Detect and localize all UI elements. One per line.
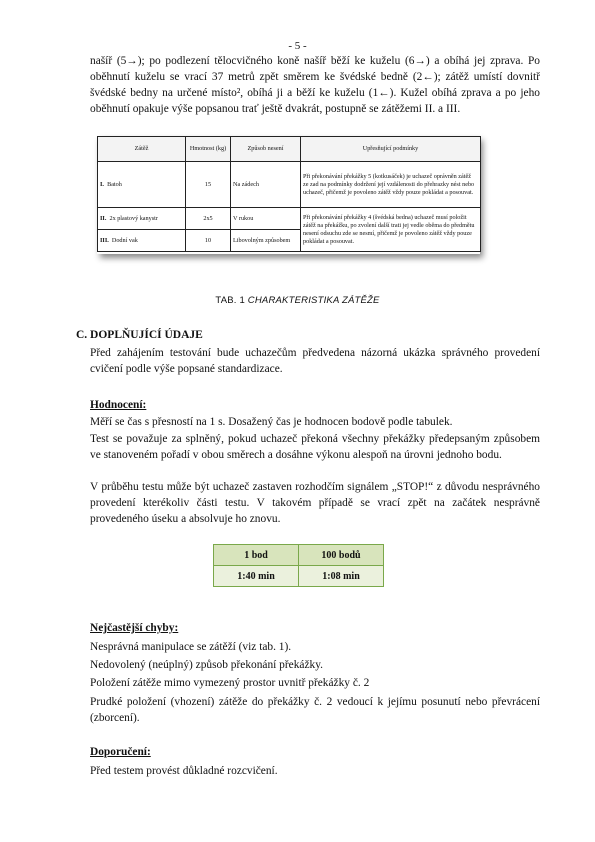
header-method: Způsob nesení — [231, 137, 301, 162]
load-method: V rukou — [231, 208, 301, 230]
intro-paragraph — [90, 53, 540, 117]
load-name: I. Batoh — [98, 162, 186, 208]
hodnoceni-heading: Hodnocení: — [90, 399, 147, 411]
score-value-max: 1:08 min — [299, 566, 384, 587]
chyby-heading: Nejčastější chyby: — [90, 622, 179, 634]
list-item: Prudké položení (vhození) zátěže do překážky č. 2 vedoucí k jejímu posunutí nebo převrácení (zborcení). — [90, 696, 540, 724]
hodnoceni-paragraph-1: Měří se čas s přesností na 1 s. Dosažený čas je hodnocen bodově podle tabulek. — [90, 416, 453, 428]
header-conditions: Upřesňující podmínky — [301, 137, 481, 162]
load-weight: 10 — [186, 230, 231, 252]
header-load: Zátěž — [98, 137, 186, 162]
score-value-row — [214, 566, 384, 587]
list-item: Nedovolený (neúplný) způsob překonání překážky. — [90, 659, 324, 671]
load-method: Na zádech — [231, 162, 301, 208]
hodnoceni-paragraph-3: V průběhu testu může být uchazeč zastaven rozhodčím signálem „STOP!“ z důvodu nesprávného provedení kterékoliv části testu. V takovém případě se vrací zpět na začátek nesprávně provedeného úseku a absolvuje ho znovu. — [90, 481, 540, 525]
load-conditions: Při překonávání překážky 4 (švédská bedna) uchazeč musí položit zátěž na překážku, po zvolení další trati jej vedle oběma do předmětu nesení odsuchu zde se nesmí, přičemž je povoleno zátěž vždy pouze pokládat a posouvat. — [301, 208, 481, 252]
score-header-row — [214, 545, 384, 566]
load-name: III. Dodní vak — [98, 230, 186, 252]
score-header-max: 100 bodů — [299, 545, 384, 566]
list-item: Nesprávná manipulace se zátěží (viz tab. 1). — [90, 641, 292, 653]
load-table — [97, 136, 481, 252]
score-table — [213, 544, 384, 587]
load-weight: 15 — [186, 162, 231, 208]
score-header-min: 1 bod — [214, 545, 299, 566]
intro-text: našíř (5→); po podlezení tělocvičného koně našíř běží ke kuželu (6→) a obíhá jej zprava. Po oběhnutí kuželu se vrací 37 metrů zpět směrem ke švédské bedně (2←); zátěž umístí dovnitř švédské bedny na určené místo², obíhá ji a běží ke kuželu (1←). Kužel obíhá zprava a po jeho oběhnutí opakuje výše popsanou trať ještě dvakrát, postupně se zátěžemi II. a III. — [90, 55, 540, 115]
table-header-row — [98, 137, 481, 162]
load-method: Libovolným způsobem — [231, 230, 301, 252]
section-c-text: Před zahájením testování bude uchazečům předvedena názorná ukázka správného provedení cvičení podle výše popsané standardizace. — [90, 347, 540, 375]
load-weight: 2x5 — [186, 208, 231, 230]
header-weight: Hmotnost (kg) — [186, 137, 231, 162]
table-load-characteristics — [97, 136, 480, 254]
table-caption: TAB. 1 CHARAKTERISTIKA ZÁTĚŽE — [215, 295, 380, 306]
section-c-heading: C. DOPLŇUJÍCÍ ÚDAJE — [76, 329, 203, 341]
table-row — [98, 162, 481, 208]
load-name: II. 2x plastový kanystr — [98, 208, 186, 230]
table-row — [98, 208, 481, 230]
score-value-min: 1:40 min — [214, 566, 299, 587]
doporuceni-text: Před testem provést důkladné rozcvičení. — [90, 765, 278, 777]
doporuceni-heading: Doporučení: — [90, 746, 151, 758]
list-item: Položení zátěže mimo vymezený prostor uvnitř překážky č. 2 — [90, 677, 370, 689]
load-conditions: Při překonávání překážky 5 (kotkusáček) je uchazeč oprávněn zátěž ze zad na podmínky dodržení její vzdálenosti do přehrazky nést nebo uchazeč, přičemž je povoleno zátěž vždy pouze pokládat a posouvat. — [301, 162, 481, 208]
hodnoceni-paragraph-2: Test se považuje za splněný, pokud uchazeč překoná všechny překážky předepsaným způsobem ve stanoveném pořadí v obou směrech a dosáhne výkonu alespoň na úrovni jednoho bodu. — [90, 433, 540, 461]
page-number: - 5 - — [288, 40, 307, 52]
